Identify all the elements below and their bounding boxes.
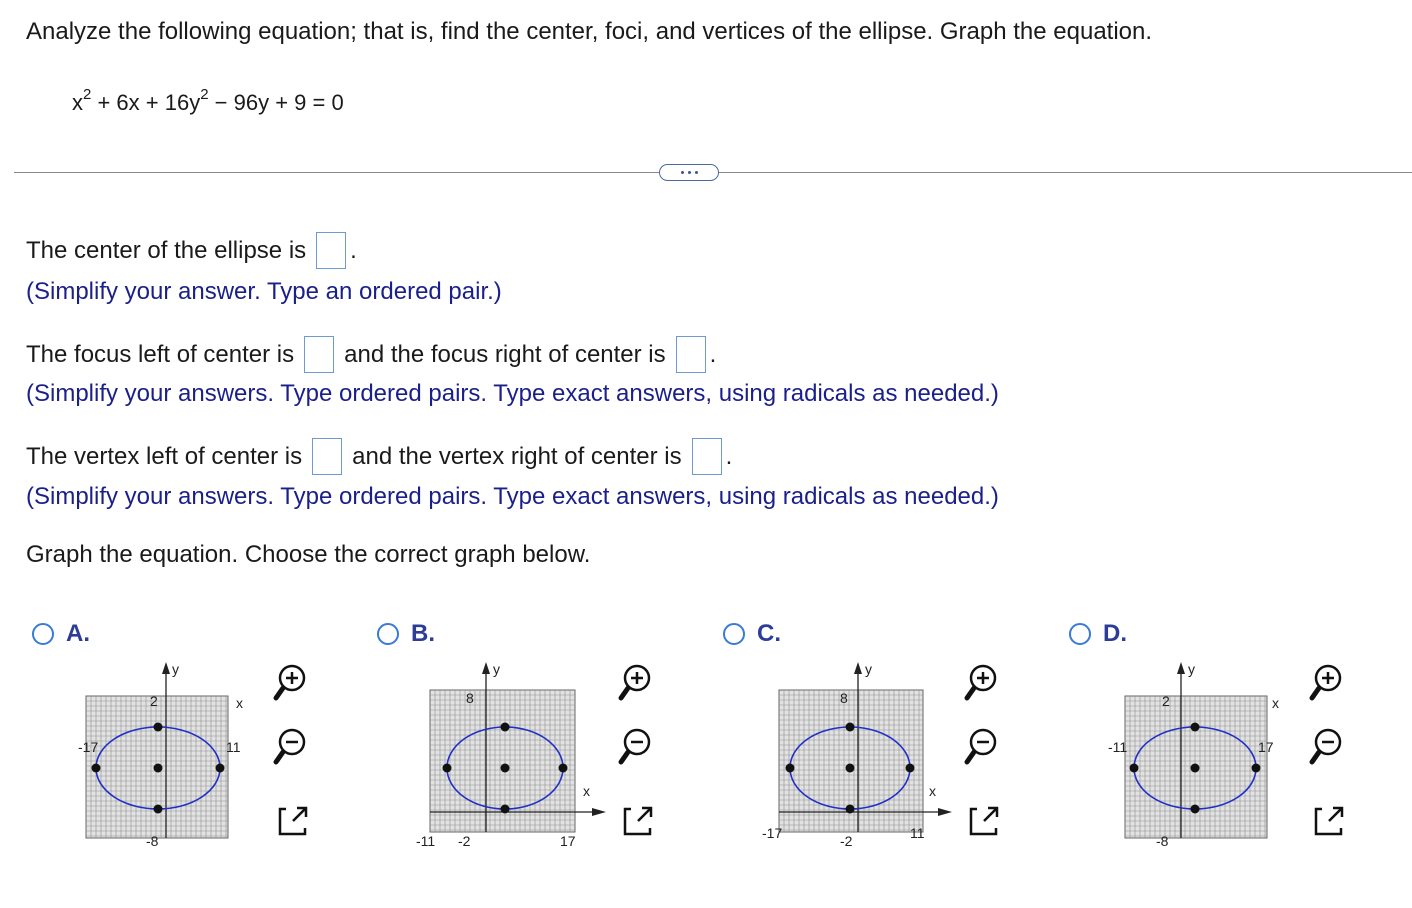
option-d[interactable]: D.: [1069, 620, 1127, 648]
covertex-point: [846, 723, 855, 732]
option-a-graph: [80, 660, 250, 855]
graph-prompt: Graph the equation. Choose the correct graph below.: [26, 541, 591, 568]
equation: $x^2 + 6x + 16y^2 - 96y + 9 = 0$: [72, 86, 344, 115]
tick-left: -11: [1108, 739, 1128, 755]
zoom-in-icon[interactable]: [963, 660, 1007, 704]
more-options-button[interactable]: [659, 164, 719, 181]
zoom-out-icon[interactable]: [272, 724, 316, 768]
tick-top: 8: [840, 690, 848, 706]
vertex-point: [216, 764, 225, 773]
tick-top: 2: [150, 693, 158, 709]
y-axis-arrow-icon: [1177, 662, 1185, 674]
tick-right: 17: [1258, 739, 1274, 755]
center-answer-box[interactable]: [316, 232, 346, 269]
vertex-point: [443, 764, 452, 773]
option-d-graph: [1110, 660, 1285, 855]
option-b-radio[interactable]: [377, 623, 399, 645]
option-a-radio[interactable]: [32, 623, 54, 645]
tick-right: 11: [910, 825, 925, 841]
expand-icon[interactable]: [272, 798, 316, 842]
option-a[interactable]: A.: [32, 620, 90, 648]
ellipsis-icon: [681, 171, 684, 174]
x-axis-label: x: [583, 783, 590, 799]
x-axis-label: x: [1272, 695, 1279, 711]
focus-left-answer-box[interactable]: [304, 336, 334, 373]
vertex-point: [559, 764, 568, 773]
tick-bottom: -8: [146, 833, 159, 849]
vertex-point: [1130, 764, 1139, 773]
tick-bottom: -2: [458, 833, 471, 849]
y-axis-label: y: [172, 661, 179, 677]
covertex-point: [501, 723, 510, 732]
expand-icon[interactable]: [617, 798, 661, 842]
vertices-line: The vertex left of center is and the vertex right of center is .: [26, 438, 732, 475]
y-axis-arrow-icon: [482, 662, 490, 674]
covertex-point: [154, 805, 163, 814]
zoom-out-icon[interactable]: [963, 724, 1007, 768]
covertex-point: [501, 805, 510, 814]
foci-hint: (Simplify your answers. Type ordered pairs. Type exact answers, using radicals as needed.): [26, 380, 999, 407]
tick-left: -11: [416, 833, 436, 849]
center-point: [846, 764, 855, 773]
x-axis-arrow-icon: [592, 808, 606, 816]
option-c[interactable]: C.: [723, 620, 781, 648]
vertex-point: [1252, 764, 1261, 773]
y-axis-arrow-icon: [162, 662, 170, 674]
vertex-point: [786, 764, 795, 773]
tick-bottom: -8: [1156, 833, 1169, 849]
center-hint: (Simplify your answer. Type an ordered pair.): [26, 278, 502, 305]
expand-icon[interactable]: [963, 798, 1007, 842]
option-b[interactable]: B.: [377, 620, 435, 648]
x-axis-arrow-icon: [938, 808, 952, 816]
vertex-point: [92, 764, 101, 773]
vertex-point: [906, 764, 915, 773]
y-axis-label: y: [865, 661, 872, 677]
zoom-out-icon[interactable]: [617, 724, 661, 768]
x-axis-label: x: [236, 695, 243, 711]
covertex-point: [154, 723, 163, 732]
tick-left: -17: [762, 825, 783, 841]
tick-right: 11: [226, 739, 241, 755]
option-b-graph: [416, 660, 610, 855]
tick-top: 2: [1162, 693, 1170, 709]
center-point: [154, 764, 163, 773]
zoom-in-icon[interactable]: [617, 660, 661, 704]
foci-line: The focus left of center is and the focus right of center is .: [26, 336, 716, 373]
option-c-radio[interactable]: [723, 623, 745, 645]
vertex-right-answer-box[interactable]: [692, 438, 722, 475]
center-point: [501, 764, 510, 773]
x-axis-label: x: [929, 783, 936, 799]
option-d-radio[interactable]: [1069, 623, 1091, 645]
zoom-in-icon[interactable]: [1308, 660, 1352, 704]
vertices-hint: (Simplify your answers. Type ordered pairs. Type exact answers, using radicals as needed.): [26, 483, 999, 510]
covertex-point: [1191, 805, 1200, 814]
vertex-left-answer-box[interactable]: [312, 438, 342, 475]
tick-left: -17: [78, 739, 99, 755]
tick-right: 17: [560, 833, 576, 849]
y-axis-label: y: [493, 661, 500, 677]
covertex-point: [846, 805, 855, 814]
y-axis-label: y: [1188, 661, 1195, 677]
center-line: The center of the ellipse is .: [26, 232, 357, 269]
expand-icon[interactable]: [1308, 798, 1352, 842]
covertex-point: [1191, 723, 1200, 732]
y-axis-arrow-icon: [854, 662, 862, 674]
center-point: [1191, 764, 1200, 773]
question-prompt: Analyze the following equation; that is, find the center, foci, and vertices of the ellipse. Graph the equation.: [26, 18, 1153, 45]
focus-right-answer-box[interactable]: [676, 336, 706, 373]
tick-bottom: -2: [840, 833, 853, 849]
tick-top: 8: [466, 690, 474, 706]
zoom-in-icon[interactable]: [272, 660, 316, 704]
option-c-graph: [762, 660, 956, 855]
zoom-out-icon[interactable]: [1308, 724, 1352, 768]
